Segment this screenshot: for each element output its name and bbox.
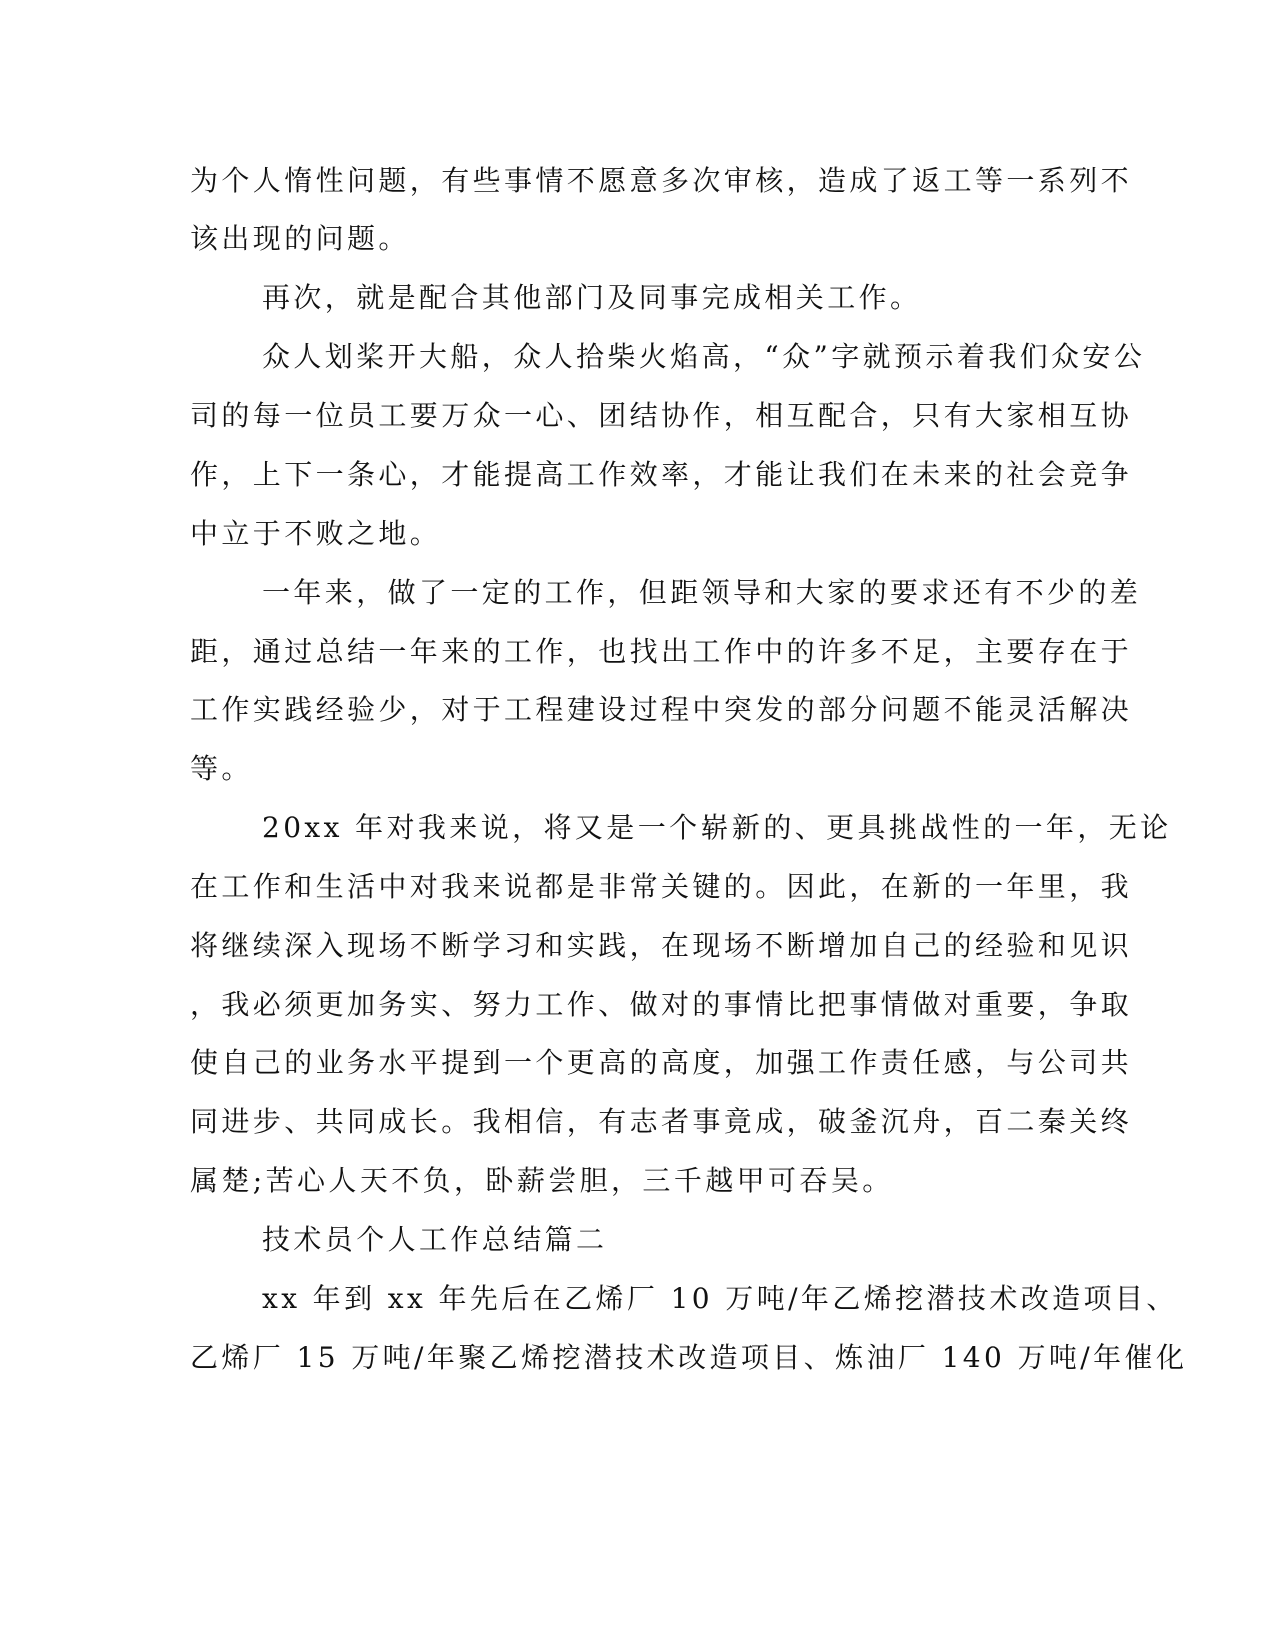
- text-line: 中立于不败之地。: [190, 517, 442, 550]
- text-line: 工作实践经验少，对于工程建设过程中突发的部分问题不能灵活解决: [190, 693, 1133, 726]
- paragraph-start: 再次，就是配合其他部门及同事完成相关工作。: [262, 281, 922, 314]
- text-line: 将继续深入现场不断学习和实践，在现场不断增加自己的经验和见识: [190, 929, 1133, 962]
- text-line: 属楚;苦心人天不负，卧薪尝胆，三千越甲可吞吴。: [190, 1164, 894, 1197]
- text-line: ，我必须更加务实、努力工作、做对的事情比把事情做对重要，争取: [190, 988, 1133, 1021]
- text-line: 作，上下一条心，才能提高工作效率，才能让我们在未来的社会竞争: [190, 458, 1133, 491]
- text-line: 同进步、共同成长。我相信，有志者事竟成，破釜沉舟，百二秦关终: [190, 1105, 1133, 1138]
- text-line: 为个人惰性问题，有些事情不愿意多次审核，造成了返工等一系列不: [190, 164, 1133, 197]
- paragraph-start: 众人划桨开大船，众人拾柴火焰高，“众”字就预示着我们众安公: [262, 340, 1146, 373]
- paragraph-start: xx 年到 xx 年先后在乙烯厂 10 万吨/年乙烯挖潜技术改造项目、: [262, 1282, 1178, 1315]
- text-line: 等。: [190, 752, 253, 785]
- text-line: 乙烯厂 15 万吨/年聚乙烯挖潜技术改造项目、炼油厂 140 万吨/年催化: [190, 1341, 1188, 1374]
- section-heading: 技术员个人工作总结篇二: [262, 1223, 608, 1256]
- text-line: 司的每一位员工要万众一心、团结协作，相互配合，只有大家相互协: [190, 399, 1133, 432]
- text-line: 在工作和生活中对我来说都是非常关键的。因此，在新的一年里，我: [190, 870, 1133, 903]
- text-line: 使自己的业务水平提到一个更高的高度，加强工作责任感，与公司共: [190, 1046, 1133, 1079]
- paragraph-start: 20xx 年对我来说，将又是一个崭新的、更具挑战性的一年，无论: [262, 811, 1172, 844]
- text-line: 该出现的问题。: [190, 222, 410, 255]
- paragraph-start: 一年来，做了一定的工作，但距领导和大家的要求还有不少的差: [262, 576, 1142, 609]
- text-line: 距，通过总结一年来的工作，也找出工作中的许多不足，主要存在于: [190, 635, 1133, 668]
